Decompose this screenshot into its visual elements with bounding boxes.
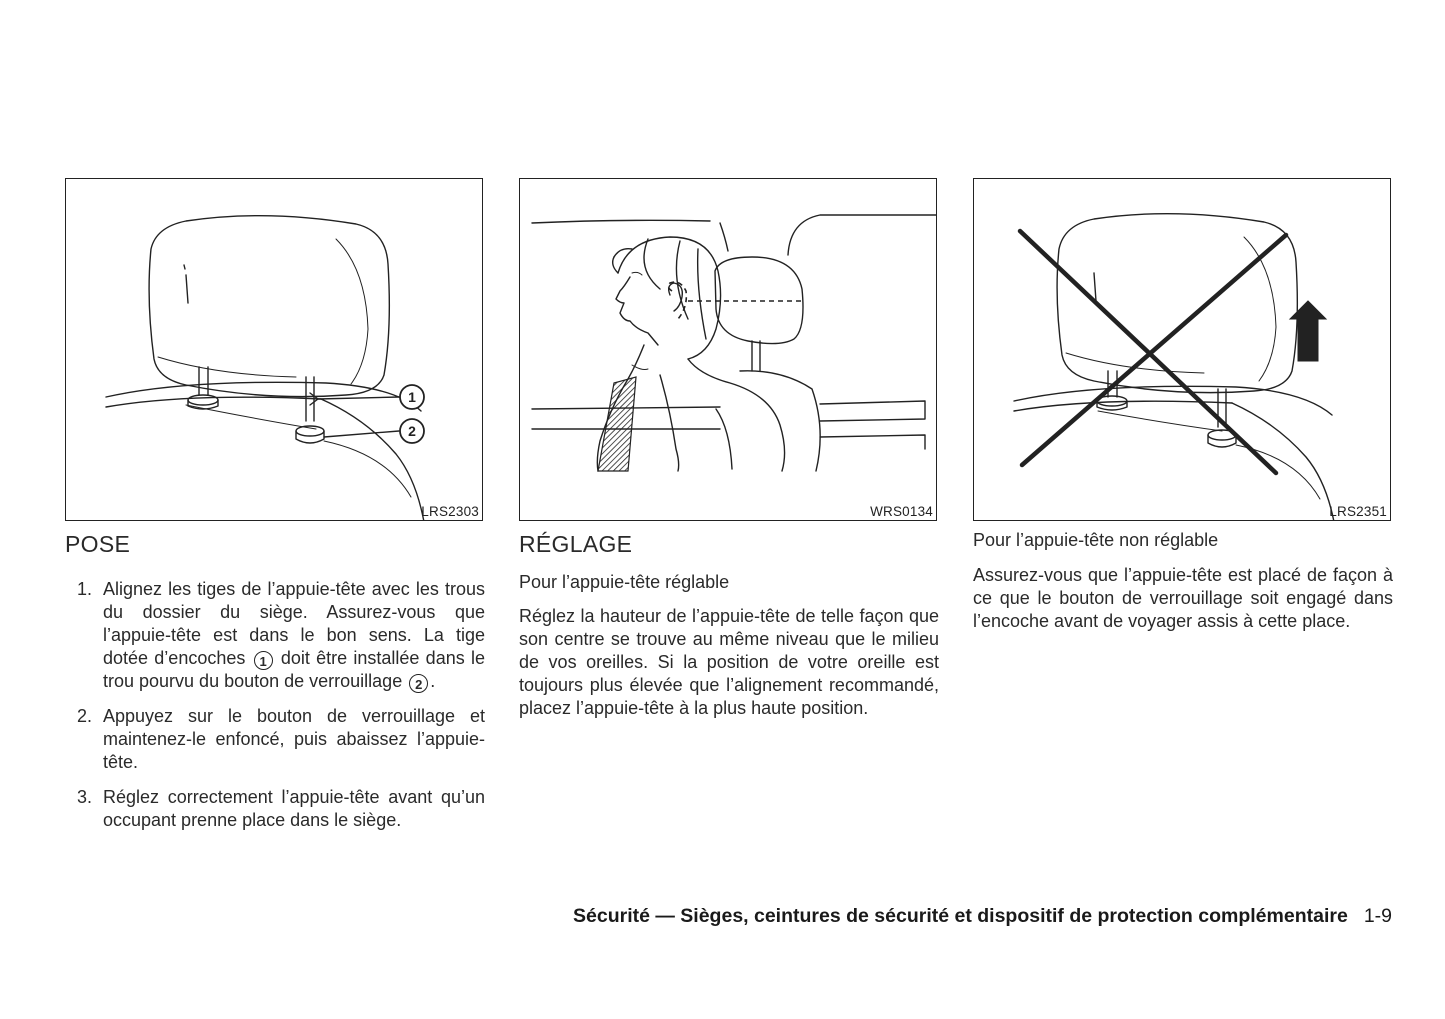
subtitle-non-reglable: Pour l’appuie-tête non réglable: [973, 530, 1219, 550]
reglage-paragraph: Réglez la hauteur de l’appuie-tête de telle façon que son centre se trouve au même niveau que le milieu de vos oreilles. Si la position de votre oreille est toujours plus élevée que l’alignement recommandé, placez l’appuie-tête à la plus haute position.: [519, 606, 939, 718]
install-steps: [65, 578, 485, 832]
step-text: Alignez les tiges de l’appuie-tête avec les trous du dossier du siège. Assurez-vous que l’appuie-tête est dans le bon sens. La tige dotée d’encoches: [103, 579, 485, 668]
figure-non-reglable: [973, 178, 1391, 521]
callout-2: 2: [408, 423, 416, 439]
step-text: Appuyez sur le bouton de verrouillage et maintenez-le enfoncé, puis abaissez l’appuie-tête.: [103, 706, 485, 772]
section-title-pose: POSE: [65, 531, 131, 557]
reglage-column: [519, 178, 939, 720]
headrest-install-illustration: [66, 179, 483, 521]
page-number: 1-9: [1363, 905, 1392, 927]
step-text-cont: doit être installée dans le trou pourvu du bouton de verrouillage: [103, 648, 485, 691]
list-item: [65, 786, 485, 832]
marker-2: 2: [409, 674, 428, 693]
step-number: 2.: [77, 706, 93, 726]
figure-reglage: [519, 178, 937, 521]
list-item: [65, 705, 485, 774]
section-title-reglage: RÉGLAGE: [519, 531, 633, 557]
callout-1: 1: [408, 389, 416, 405]
marker-1: 1: [254, 651, 273, 670]
figure-code: LRS2351: [1329, 504, 1387, 519]
driver-headrest-illustration: [520, 179, 937, 521]
list-item: [65, 578, 485, 693]
step-number: 3.: [77, 787, 93, 807]
subtitle-reglable: Pour l’appuie-tête réglable: [519, 572, 730, 592]
page-footer: [300, 905, 1392, 928]
pose-column: [65, 178, 485, 844]
figure-code: LRS2303: [421, 504, 479, 519]
figure-pose: [65, 178, 483, 521]
figure-code: WRS0134: [870, 504, 933, 519]
headrest-prohibited-illustration: [974, 179, 1391, 521]
step-number: 1.: [77, 579, 93, 599]
step-text: Réglez correctement l’appuie-tête avant qu’un occupant prenne place dans le siège.: [103, 787, 485, 830]
footer-title: Sécurité — Sièges, ceintures de sécurité et dispositif de protection complémentaire: [573, 905, 1348, 927]
non-reglable-column: [973, 178, 1393, 633]
step-text-end: .: [430, 671, 436, 691]
non-reglable-paragraph: Assurez-vous que l’appuie-tête est placé de façon à ce que le bouton de verrouillage soit engagé dans l’encoche avant de voyager assis à cette place.: [973, 565, 1393, 631]
